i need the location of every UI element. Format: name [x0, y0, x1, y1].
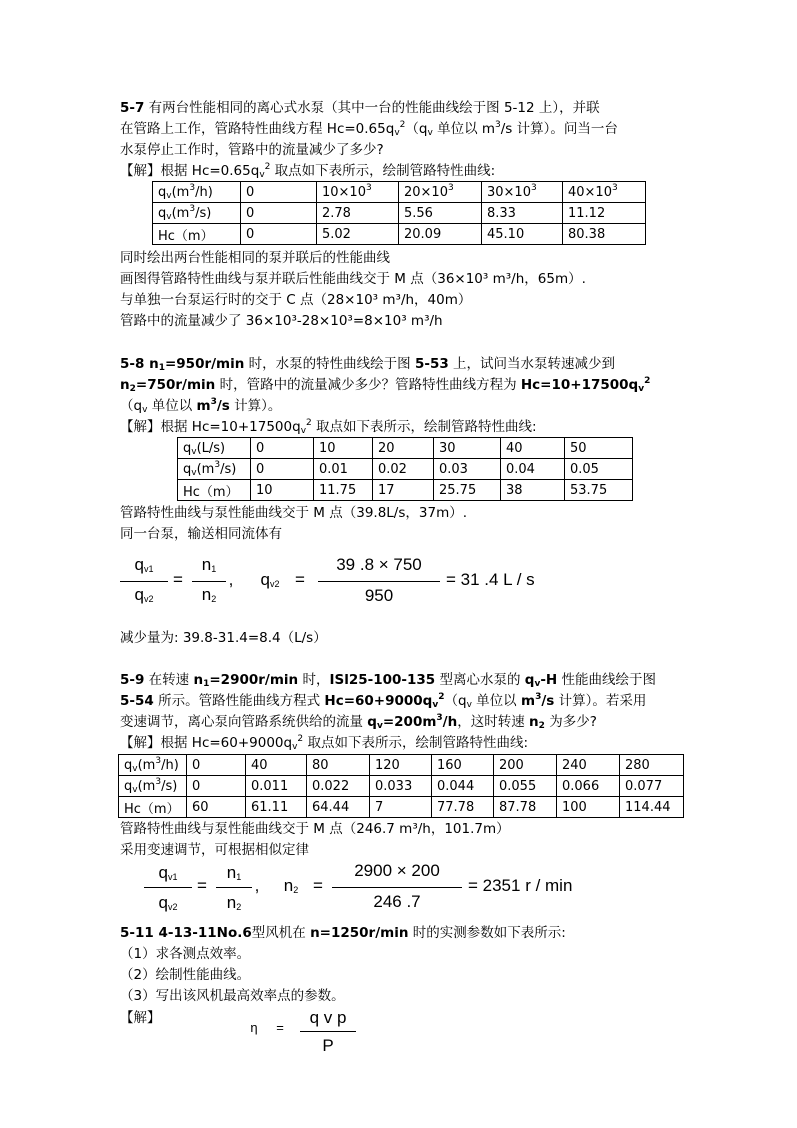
table-cell: $30\times 10^3$ — [482, 182, 563, 203]
table-cell: 87.78 — [494, 797, 557, 818]
eq-comma: , — [254, 876, 260, 895]
table-row — [119, 755, 684, 776]
table-cell: $40\times 10^3$ — [563, 182, 646, 203]
table-row — [178, 459, 633, 480]
table-row — [153, 203, 646, 224]
table-cell: 0.077 — [620, 776, 684, 797]
table-cell: 40 — [246, 755, 307, 776]
table-cell: 114.44 — [620, 797, 684, 818]
table-row — [119, 797, 684, 818]
table-cell: $q_v(m^3/h)$ — [153, 182, 241, 203]
table-cell: Hc（m） — [119, 797, 187, 818]
solution-5-11-label: 【解】 — [120, 1010, 161, 1026]
problem-5-9-line1: 5-9 在转速 $n_1=2900r/\min$ 时，ISl25-100-135 型离心水泵的 $q_v-H$ 性能曲线绘于图 — [120, 672, 657, 689]
table-row — [178, 480, 633, 501]
table-cell: 0 — [187, 776, 246, 797]
table-cell: 0 — [187, 755, 246, 776]
table-cell: 80 — [307, 755, 370, 776]
eq-comma: , — [228, 570, 234, 589]
fraction-bar — [120, 581, 168, 582]
problem-5-9-line2: 5-54 所示。管路性能曲线方程式 $Hc=60+9000q_v^2(q_v$ 单位以 $m^3/s$ 计算）。若采用 — [120, 692, 647, 710]
eq-num-n1: $n_1$ — [201, 555, 217, 574]
eq-n2: $n_2$ — [283, 876, 299, 895]
eq-den-qv2: $q_{v2}$ — [158, 893, 178, 912]
table-cell: 0 — [251, 459, 314, 480]
table-cell: $20\times 10^3$ — [399, 182, 482, 203]
table-cell: 0.011 — [246, 776, 307, 797]
table-row — [119, 776, 684, 797]
table-cell: 20.09 — [399, 224, 482, 245]
eq-denominator: 950 — [364, 586, 394, 605]
solution-5-7-line3: 与单独一台泵运行时的交于 C 点（28×10³ m³/h，40m） — [120, 292, 472, 308]
eq-equals: = — [313, 876, 323, 895]
fraction-bar — [318, 581, 440, 582]
table-cell: $q_v(L/s)$ — [178, 438, 251, 459]
solution-5-8-line1: 管路特性曲线与泵性能曲线交于 M 点（39.8L/s，37m）. — [120, 505, 468, 521]
solution-5-7-line4: 管路中的流量减少了 36×10³-28×10³=8×10³ m³/h — [120, 313, 443, 329]
table-cell: 2.78 — [317, 203, 399, 224]
table-cell: 0.066 — [557, 776, 620, 797]
solution-5-8-line3: 减少量为: 39.8-31.4=8.4（L/s） — [120, 630, 327, 646]
table-cell: 0.01 — [314, 459, 373, 480]
table-cell: 0.033 — [370, 776, 432, 797]
eq-result: = 31 .4 L / s — [446, 570, 535, 589]
table-cell: 20 — [373, 438, 434, 459]
table-cell: 50 — [565, 438, 633, 459]
solution-5-8-line2: 同一台泵，输送相同流体有 — [120, 526, 282, 542]
table-cell: 11.12 — [563, 203, 646, 224]
eq-qv2: $q_{v2}$ — [260, 570, 280, 589]
fraction-bar — [332, 887, 462, 888]
table-5-9 — [118, 754, 684, 818]
table-cell: 40 — [501, 438, 565, 459]
table-cell: 53.75 — [565, 480, 633, 501]
problem-5-8-line3: （$q_v$ 单位以 $m^3/s$ 计算）。 — [120, 397, 282, 415]
solution-5-8-intro: 【解】根据 $Hc=10+17500q_v^2$ 取点如下表所示，绘制管路特性曲线: — [120, 418, 537, 436]
eq-den-qv2: $q_{v2}$ — [134, 585, 154, 604]
table-row — [178, 438, 633, 459]
table-cell: 120 — [370, 755, 432, 776]
problem-5-7-line1: 5-7 有两台性能相同的离心式水泵（其中一台的性能曲线绘于图 5-12 上），并联 — [120, 100, 600, 116]
table-cell: 61.11 — [246, 797, 307, 818]
eq-denominator: 246 .7 — [373, 892, 421, 911]
table-cell: 0.03 — [434, 459, 501, 480]
table-cell: Hc（m） — [178, 480, 251, 501]
table-cell: 100 — [557, 797, 620, 818]
eq-eta: η — [250, 1020, 258, 1035]
fraction-bar — [192, 581, 226, 582]
eq-num-qv1: $q_{v1}$ — [134, 555, 154, 574]
table-cell: 17 — [373, 480, 434, 501]
eq-equals: = — [295, 570, 305, 589]
fraction-bar — [144, 887, 192, 888]
table-row — [153, 224, 646, 245]
eq-equals: = — [197, 876, 207, 895]
table-cell: 8.33 — [482, 203, 563, 224]
table-cell: 0 — [241, 224, 317, 245]
table-cell: 38 — [501, 480, 565, 501]
list-item: （1）求各测点效率。 — [120, 946, 251, 962]
table-cell: $q_v(m^3/s)$ — [178, 459, 251, 480]
table-cell: 77.78 — [432, 797, 494, 818]
table-cell: 280 — [620, 755, 684, 776]
problem-5-7-line3: 水泵停止工作时，管路中的流量减少了多少? — [120, 142, 384, 158]
table-cell: 7 — [370, 797, 432, 818]
table-cell: 0.022 — [307, 776, 370, 797]
eq-numerator: 2900 × 200 — [354, 861, 440, 880]
solution-5-7-intro: 【解】根据 $Hc=0.65q_v^2$ 取点如下表所示，绘制管路特性曲线: — [120, 162, 496, 180]
table-cell: 5.56 — [399, 203, 482, 224]
table-cell: 0 — [251, 438, 314, 459]
table-5-7 — [152, 181, 646, 245]
eq-numerator: 39 .8 × 750 — [336, 555, 422, 574]
solution-5-7-line2: 画图得管路特性曲线与泵并联后性能曲线交于 M 点（36×10³ m³/h，65m）. — [120, 271, 586, 287]
problem-5-9-line3: 变速调节，离心泵向管路系统供给的流量 $q_v=200m^3/h$，这时转速 $n_2$ 为多少? — [120, 713, 597, 731]
eq-numerator: q v p — [309, 1008, 347, 1027]
table-cell: 11.75 — [314, 480, 373, 501]
eq-den-n2: $n_2$ — [201, 585, 217, 604]
table-cell: 0.044 — [432, 776, 494, 797]
list-item: （3）写出该风机最高效率点的参数。 — [120, 988, 345, 1004]
problem-5-8-line2: $n_2=750r/\min$ 时，管路中的流量减少多少？管路特性曲线方程为 $Hc=10+17500q_v^2$ — [120, 376, 651, 394]
table-cell: 10 — [251, 480, 314, 501]
eq-num-n1: $n_1$ — [226, 863, 242, 882]
table-cell: 0.05 — [565, 459, 633, 480]
table-cell: 200 — [494, 755, 557, 776]
solution-5-9-line1: 管路特性曲线与泵性能曲线交于 M 点（246.7 m³/h，101.7m） — [120, 821, 510, 837]
table-cell: 0.02 — [373, 459, 434, 480]
table-cell: 30 — [434, 438, 501, 459]
table-cell: 5.02 — [317, 224, 399, 245]
table-cell: $q_v(m^3/s)$ — [153, 203, 241, 224]
table-cell: 25.75 — [434, 480, 501, 501]
table-5-8 — [177, 437, 633, 501]
table-cell: $q_v(m^3/s)$ — [119, 776, 187, 797]
table-cell: $q_v(m^3/h)$ — [119, 755, 187, 776]
eq-equals: = — [276, 1020, 284, 1035]
table-cell: 240 — [557, 755, 620, 776]
fraction-bar — [300, 1031, 356, 1032]
table-cell: Hc（m） — [153, 224, 241, 245]
table-row — [153, 182, 646, 203]
eq-num-qv1: $q_{v1}$ — [158, 863, 178, 882]
fraction-bar — [216, 887, 252, 888]
eq-den-n2: $n_2$ — [226, 893, 242, 912]
solution-5-9-intro: 【解】根据 $Hc=60+9000q_v^2$ 取点如下表所示，绘制管路特性曲线: — [120, 734, 528, 752]
table-cell: $10\times 10^3$ — [317, 182, 399, 203]
problem-5-8-line1: 5-8 $n_1=950r/\min$ 时，水泵的特性曲线绘于图 5-53 上，试问当水泵转速减少到 — [120, 356, 616, 373]
table-cell: 0.055 — [494, 776, 557, 797]
table-cell: 0.04 — [501, 459, 565, 480]
eq-equals: = — [173, 570, 183, 589]
table-cell: 80.38 — [563, 224, 646, 245]
solution-5-9-line2: 采用变速调节，可根据相似定律 — [120, 842, 309, 858]
table-cell: 10 — [314, 438, 373, 459]
problem-5-11-line1: 5-11 4-13-11No.6型风机在 n=1250r/min 时的实测参数如下表所示: — [120, 925, 566, 941]
list-item: （2）绘制性能曲线。 — [120, 967, 251, 983]
table-cell: 160 — [432, 755, 494, 776]
table-cell: 64.44 — [307, 797, 370, 818]
problem-5-7-line2: 在管路上工作，管路特性曲线方程 $Hc=0.65q_v^2(q_v$ 单位以 $m^3/s$ 计算）。问当一台 — [120, 120, 618, 138]
table-cell: 60 — [187, 797, 246, 818]
eq-result: = 2351 r / min — [468, 876, 573, 895]
table-cell: 45.10 — [482, 224, 563, 245]
table-cell: 0 — [241, 182, 317, 203]
table-cell: 0 — [241, 203, 317, 224]
solution-5-7-line1: 同时绘出两台性能相同的泵并联后的性能曲线 — [120, 250, 390, 266]
eq-denominator: P — [322, 1036, 334, 1055]
